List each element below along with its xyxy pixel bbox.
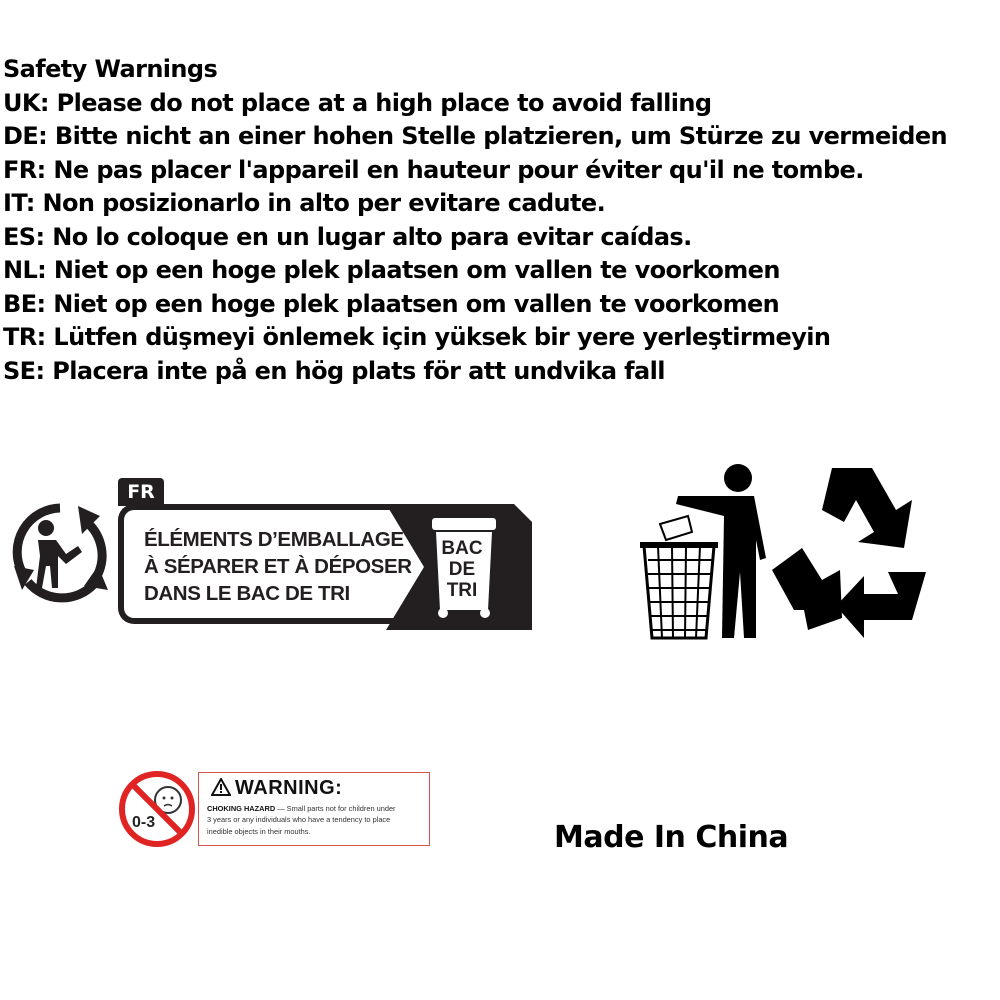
hazard-label: CHOKING HAZARD [207, 804, 276, 813]
tidy-man-recycle-graphic [626, 460, 960, 640]
recycling-symbol-icon [772, 468, 926, 638]
warning-body-line: 3 years or any individuals who have a tendency to place [207, 815, 391, 825]
triman-icon [8, 500, 112, 604]
warning-body [207, 803, 429, 837]
safety-warning-line: NL: Niet op een hoge plek plaatsen om vallen te voorkomen [3, 256, 780, 284]
safety-warning-line: UK: Please do not place at a high place to avoid falling [3, 88, 712, 117]
info-tri-line: ÉLÉMENTS D’EMBALLAGE [144, 528, 404, 551]
bin-label-line: DE [448, 559, 476, 580]
safety-warning-line: IT: Non posizionarlo in alto per evitare cadute. [3, 189, 606, 217]
no-children-under-3-icon [118, 770, 196, 848]
bin-label [441, 538, 483, 601]
info-tri-line: À SÉPARER ET À DÉPOSER [144, 555, 412, 578]
made-in-label: Made In China [554, 820, 789, 855]
bin-label-line: BAC [441, 538, 483, 559]
safety-warning-line: BE: Niet op een hoge plek plaatsen om vallen te voorkomen [3, 289, 780, 318]
waste-basket-icon [640, 516, 718, 638]
info-tri-text [144, 526, 412, 607]
safety-warning-line: SE: Placera inte på en hög plats för att undvika fall [3, 356, 665, 385]
warning-title-text: WARNING: [235, 777, 343, 799]
safety-warning-line: DE: Bitte nicht an einer hohen Stelle platzieren, um Stürze zu vermeiden [3, 122, 947, 150]
safety-warning-line: TR: Lütfen düşmeyi önlemek için yüksek bir yere yerleştirmeyin [3, 323, 831, 351]
safety-warning-line: FR: Ne pas placer l'appareil en hauteur pour éviter qu'il ne tombe. [3, 155, 864, 184]
warning-body-line: inedible objects in their mouths. [207, 826, 311, 836]
safety-warnings [3, 53, 993, 388]
bin-label-line: TRI [446, 580, 478, 601]
tidy-man-icon [676, 464, 766, 638]
info-tri-label [118, 478, 532, 630]
choking-warning-box [198, 772, 430, 846]
safety-warning-line: ES: No lo coloque en un lugar alto para evitar caídas. [3, 222, 692, 251]
info-tri-country-tab: FR [118, 478, 164, 506]
safety-warnings-title: Safety Warnings [3, 55, 218, 83]
warning-triangle-icon [211, 778, 231, 796]
warning-body-line: — Small parts not for children under [277, 804, 396, 813]
age-label: 0-3 [132, 814, 156, 831]
warning-title [211, 777, 342, 800]
info-tri-line: DANS LE BAC DE TRI [144, 582, 350, 605]
